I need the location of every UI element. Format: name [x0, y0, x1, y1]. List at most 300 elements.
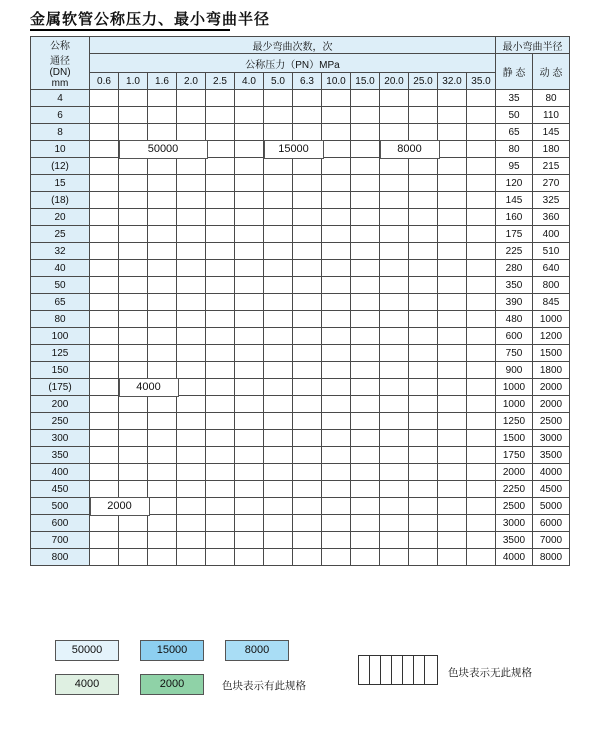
cell-pressure — [438, 226, 467, 243]
cell-pressure — [206, 90, 235, 107]
cell-pressure — [467, 379, 496, 396]
cell-radius-dynamic: 110 — [533, 107, 570, 124]
cell-pressure — [438, 311, 467, 328]
cell-pressure — [235, 141, 264, 158]
cell-pressure — [293, 515, 322, 532]
cell-radius-dynamic: 2000 — [533, 379, 570, 396]
cell-pressure — [264, 362, 293, 379]
cell-pressure — [438, 243, 467, 260]
cell-pressure — [119, 124, 148, 141]
value-label-50000: 50000 — [119, 140, 208, 159]
cell-pressure — [293, 175, 322, 192]
header-nominal-pressure: 公称压力（PN）MPa — [90, 54, 496, 73]
cell-pressure — [264, 209, 293, 226]
cell-pressure — [119, 345, 148, 362]
cell-pressure — [322, 328, 351, 345]
cell-pressure — [380, 345, 409, 362]
cell-pressure — [380, 362, 409, 379]
cell-pressure — [264, 226, 293, 243]
title-underline — [30, 29, 230, 31]
cell-pressure — [206, 345, 235, 362]
cell-pressure — [119, 277, 148, 294]
cell-pressure — [206, 107, 235, 124]
cell-dn: 10 — [31, 141, 90, 158]
cell-pressure — [148, 90, 177, 107]
cell-dn: 40 — [31, 260, 90, 277]
cell-pressure — [235, 430, 264, 447]
cell-pressure — [119, 464, 148, 481]
cell-radius-dynamic: 510 — [533, 243, 570, 260]
cell-pressure — [148, 396, 177, 413]
cell-dn: 500 — [31, 498, 90, 515]
cell-pressure — [322, 192, 351, 209]
cell-pressure — [293, 124, 322, 141]
cell-pressure — [264, 464, 293, 481]
cell-dn: 400 — [31, 464, 90, 481]
cell-dn: 200 — [31, 396, 90, 413]
cell-pressure — [235, 413, 264, 430]
cell-pressure — [90, 413, 119, 430]
cell-pressure — [409, 328, 438, 345]
cell-pressure — [409, 447, 438, 464]
cell-pressure — [293, 413, 322, 430]
cell-pressure — [177, 362, 206, 379]
cell-dn: 65 — [31, 294, 90, 311]
cell-pressure — [177, 243, 206, 260]
cell-pressure — [467, 311, 496, 328]
cell-pressure — [380, 481, 409, 498]
cell-pressure — [438, 396, 467, 413]
cell-pressure — [322, 379, 351, 396]
cell-pressure — [322, 107, 351, 124]
cell-pressure — [322, 277, 351, 294]
legend-note-has-spec: 色块表示有此规格 — [222, 680, 306, 692]
cell-pressure — [409, 260, 438, 277]
cell-pressure — [206, 379, 235, 396]
cell-pressure — [264, 532, 293, 549]
cell-pressure — [177, 379, 206, 396]
cell-pressure — [322, 396, 351, 413]
cell-pressure — [148, 549, 177, 566]
cell-pressure — [148, 515, 177, 532]
legend-note-no-spec: 色块表示无此规格 — [448, 667, 532, 679]
cell-pressure — [322, 209, 351, 226]
cell-pressure — [177, 464, 206, 481]
table-body — [31, 90, 570, 566]
cell-pressure — [206, 464, 235, 481]
cell-pressure — [206, 481, 235, 498]
cell-radius-static: 1000 — [496, 396, 533, 413]
header-pressure-6: 5.0 — [264, 73, 293, 90]
cell-pressure — [293, 294, 322, 311]
cell-pressure — [206, 549, 235, 566]
cell-pressure — [380, 328, 409, 345]
cell-pressure — [351, 413, 380, 430]
legend-empty-cell — [370, 656, 381, 684]
cell-radius-static: 600 — [496, 328, 533, 345]
table-row — [31, 311, 570, 328]
cell-radius-static: 350 — [496, 277, 533, 294]
cell-pressure — [438, 413, 467, 430]
table-row — [31, 294, 570, 311]
cell-pressure — [351, 260, 380, 277]
cell-pressure — [148, 243, 177, 260]
cell-pressure — [264, 158, 293, 175]
cell-pressure — [148, 192, 177, 209]
cell-pressure — [438, 175, 467, 192]
cell-dn: 600 — [31, 515, 90, 532]
legend-2000: 2000 — [140, 674, 204, 695]
cell-pressure — [293, 243, 322, 260]
cell-pressure — [90, 464, 119, 481]
cell-pressure — [409, 464, 438, 481]
cell-pressure — [148, 498, 177, 515]
table-row — [31, 192, 570, 209]
cell-pressure — [438, 90, 467, 107]
cell-pressure — [119, 260, 148, 277]
cell-pressure — [380, 107, 409, 124]
cell-pressure — [235, 209, 264, 226]
cell-pressure — [235, 515, 264, 532]
cell-dn: 700 — [31, 532, 90, 549]
cell-pressure — [235, 277, 264, 294]
cell-pressure — [90, 430, 119, 447]
cell-pressure — [90, 396, 119, 413]
header-pressure-5: 4.0 — [235, 73, 264, 90]
table-row — [31, 260, 570, 277]
cell-pressure — [206, 209, 235, 226]
cell-pressure — [264, 175, 293, 192]
table-row — [31, 226, 570, 243]
legend-50000: 50000 — [55, 640, 119, 661]
cell-pressure — [119, 515, 148, 532]
cell-pressure — [380, 90, 409, 107]
header-radius-static: 静 态 — [496, 54, 533, 90]
cell-pressure — [264, 328, 293, 345]
cell-pressure — [119, 311, 148, 328]
header-pressure-1: 1.0 — [119, 73, 148, 90]
value-label-2000: 2000 — [90, 497, 150, 516]
cell-pressure — [119, 175, 148, 192]
cell-pressure — [177, 430, 206, 447]
cell-pressure — [148, 311, 177, 328]
cell-pressure — [438, 447, 467, 464]
cell-pressure — [206, 311, 235, 328]
cell-pressure — [293, 107, 322, 124]
table-row — [31, 90, 570, 107]
cell-pressure — [90, 362, 119, 379]
cell-pressure — [380, 311, 409, 328]
cell-pressure — [351, 209, 380, 226]
cell-pressure — [409, 379, 438, 396]
cell-pressure — [177, 549, 206, 566]
cell-pressure — [380, 226, 409, 243]
cell-radius-static: 750 — [496, 345, 533, 362]
cell-pressure — [467, 515, 496, 532]
cell-pressure — [467, 175, 496, 192]
cell-pressure — [177, 447, 206, 464]
cell-pressure — [264, 192, 293, 209]
cell-pressure — [467, 243, 496, 260]
cell-pressure — [438, 141, 467, 158]
header-row-1 — [31, 37, 570, 54]
cell-pressure — [177, 90, 206, 107]
page-title: 金属软管公称压力、最小弯曲半径 — [30, 12, 271, 28]
cell-pressure — [206, 328, 235, 345]
cell-dn: 350 — [31, 447, 90, 464]
cell-pressure — [467, 447, 496, 464]
cell-pressure — [351, 158, 380, 175]
cell-dn: 6 — [31, 107, 90, 124]
cell-pressure — [177, 532, 206, 549]
cell-pressure — [264, 430, 293, 447]
cell-pressure — [119, 413, 148, 430]
cell-radius-dynamic: 80 — [533, 90, 570, 107]
cell-radius-static: 80 — [496, 141, 533, 158]
cell-pressure — [380, 464, 409, 481]
header-dn-line1: 公称 — [50, 41, 70, 52]
cell-radius-dynamic: 2500 — [533, 413, 570, 430]
cell-pressure — [119, 226, 148, 243]
cell-pressure — [380, 549, 409, 566]
value-label-4000: 4000 — [119, 378, 179, 397]
cell-pressure — [206, 226, 235, 243]
cell-pressure — [409, 396, 438, 413]
cell-pressure — [438, 277, 467, 294]
cell-pressure — [177, 277, 206, 294]
cell-pressure — [264, 515, 293, 532]
cell-pressure — [177, 311, 206, 328]
cell-pressure — [293, 345, 322, 362]
cell-pressure — [148, 464, 177, 481]
cell-pressure — [293, 532, 322, 549]
cell-radius-dynamic: 180 — [533, 141, 570, 158]
cell-radius-static: 480 — [496, 311, 533, 328]
cell-pressure — [119, 481, 148, 498]
cell-pressure — [293, 328, 322, 345]
cell-pressure — [467, 124, 496, 141]
cell-pressure — [409, 226, 438, 243]
cell-pressure — [293, 549, 322, 566]
table-row — [31, 362, 570, 379]
cell-pressure — [380, 515, 409, 532]
cell-pressure — [90, 277, 119, 294]
spec-table — [30, 36, 570, 566]
cell-pressure — [409, 413, 438, 430]
header-pressure-3: 2.0 — [177, 73, 206, 90]
header-bend-count: 最少弯曲次数，次 — [90, 37, 496, 54]
cell-pressure — [235, 464, 264, 481]
legend-empty-cell — [381, 656, 392, 684]
cell-pressure — [177, 107, 206, 124]
cell-pressure — [322, 498, 351, 515]
cell-radius-dynamic: 360 — [533, 209, 570, 226]
cell-pressure — [206, 515, 235, 532]
cell-pressure — [148, 328, 177, 345]
cell-pressure — [206, 124, 235, 141]
cell-radius-dynamic: 7000 — [533, 532, 570, 549]
table-row — [31, 345, 570, 362]
cell-pressure — [264, 396, 293, 413]
legend-empty-cell — [392, 656, 403, 684]
cell-pressure — [322, 362, 351, 379]
cell-pressure — [235, 294, 264, 311]
cell-pressure — [90, 209, 119, 226]
header-dn-line3: (DN) — [49, 67, 71, 78]
cell-pressure — [177, 481, 206, 498]
cell-pressure — [322, 90, 351, 107]
cell-dn: 32 — [31, 243, 90, 260]
cell-radius-dynamic: 400 — [533, 226, 570, 243]
cell-pressure — [467, 464, 496, 481]
cell-radius-dynamic: 270 — [533, 175, 570, 192]
legend-8000: 8000 — [225, 640, 289, 661]
cell-pressure — [177, 192, 206, 209]
cell-pressure — [467, 413, 496, 430]
cell-pressure — [235, 175, 264, 192]
cell-pressure — [293, 498, 322, 515]
cell-pressure — [177, 124, 206, 141]
cell-pressure — [148, 175, 177, 192]
table-row — [31, 532, 570, 549]
cell-pressure — [119, 396, 148, 413]
cell-pressure — [438, 192, 467, 209]
cell-pressure — [293, 311, 322, 328]
cell-pressure — [351, 379, 380, 396]
cell-pressure — [380, 430, 409, 447]
cell-pressure — [264, 124, 293, 141]
cell-radius-dynamic: 800 — [533, 277, 570, 294]
cell-pressure — [322, 243, 351, 260]
cell-pressure — [351, 362, 380, 379]
header-pressure-4: 2.5 — [206, 73, 235, 90]
cell-radius-dynamic: 145 — [533, 124, 570, 141]
table-row — [31, 277, 570, 294]
header-bend-radius: 最小弯曲半径 — [496, 37, 570, 54]
cell-pressure — [90, 158, 119, 175]
cell-pressure — [351, 430, 380, 447]
cell-pressure — [90, 226, 119, 243]
cell-pressure — [264, 413, 293, 430]
cell-pressure — [206, 141, 235, 158]
cell-pressure — [293, 447, 322, 464]
cell-pressure — [90, 515, 119, 532]
legend-empty-cell — [414, 656, 425, 684]
cell-radius-static: 225 — [496, 243, 533, 260]
cell-pressure — [119, 532, 148, 549]
cell-pressure — [438, 107, 467, 124]
header-pressure-12: 32.0 — [438, 73, 467, 90]
cell-pressure — [351, 447, 380, 464]
cell-pressure — [409, 481, 438, 498]
cell-pressure — [351, 141, 380, 158]
cell-pressure — [351, 549, 380, 566]
cell-pressure — [467, 107, 496, 124]
cell-pressure — [235, 124, 264, 141]
cell-pressure — [206, 192, 235, 209]
cell-pressure — [380, 175, 409, 192]
cell-pressure — [322, 294, 351, 311]
cell-dn: 450 — [31, 481, 90, 498]
table-row — [31, 464, 570, 481]
cell-pressure — [119, 549, 148, 566]
cell-radius-static: 35 — [496, 90, 533, 107]
cell-radius-dynamic: 1800 — [533, 362, 570, 379]
cell-pressure — [206, 447, 235, 464]
cell-pressure — [148, 430, 177, 447]
cell-radius-static: 1750 — [496, 447, 533, 464]
cell-pressure — [235, 328, 264, 345]
cell-pressure — [235, 447, 264, 464]
cell-pressure — [322, 141, 351, 158]
cell-pressure — [148, 413, 177, 430]
cell-radius-static: 175 — [496, 226, 533, 243]
cell-pressure — [409, 277, 438, 294]
cell-pressure — [206, 498, 235, 515]
cell-pressure — [380, 158, 409, 175]
cell-pressure — [293, 430, 322, 447]
cell-pressure — [293, 379, 322, 396]
table-row — [31, 158, 570, 175]
cell-pressure — [235, 379, 264, 396]
cell-pressure — [119, 192, 148, 209]
cell-pressure — [206, 243, 235, 260]
cell-pressure — [409, 175, 438, 192]
cell-pressure — [293, 226, 322, 243]
cell-radius-dynamic: 4500 — [533, 481, 570, 498]
cell-pressure — [322, 175, 351, 192]
cell-radius-static: 900 — [496, 362, 533, 379]
cell-pressure — [148, 345, 177, 362]
cell-radius-static: 95 — [496, 158, 533, 175]
cell-radius-dynamic: 6000 — [533, 515, 570, 532]
cell-pressure — [467, 362, 496, 379]
cell-pressure — [148, 277, 177, 294]
cell-pressure — [467, 192, 496, 209]
cell-pressure — [409, 124, 438, 141]
cell-pressure — [148, 158, 177, 175]
cell-radius-dynamic: 2000 — [533, 396, 570, 413]
cell-pressure — [235, 243, 264, 260]
cell-pressure — [293, 362, 322, 379]
cell-pressure — [351, 464, 380, 481]
cell-radius-static: 390 — [496, 294, 533, 311]
cell-pressure — [235, 345, 264, 362]
cell-pressure — [351, 515, 380, 532]
legend-empty-cell — [359, 656, 370, 684]
cell-pressure — [293, 481, 322, 498]
cell-pressure — [409, 311, 438, 328]
value-label-8000: 8000 — [380, 140, 440, 159]
cell-pressure — [177, 345, 206, 362]
cell-pressure — [90, 107, 119, 124]
cell-pressure — [148, 124, 177, 141]
cell-pressure — [235, 260, 264, 277]
cell-pressure — [90, 175, 119, 192]
cell-pressure — [438, 430, 467, 447]
cell-dn: 125 — [31, 345, 90, 362]
cell-pressure — [380, 532, 409, 549]
cell-dn: 15 — [31, 175, 90, 192]
table-row — [31, 430, 570, 447]
cell-pressure — [90, 532, 119, 549]
cell-pressure — [264, 498, 293, 515]
cell-pressure — [322, 311, 351, 328]
cell-dn: (175) — [31, 379, 90, 396]
header-pressure-7: 6.3 — [293, 73, 322, 90]
cell-pressure — [380, 379, 409, 396]
cell-pressure — [409, 362, 438, 379]
